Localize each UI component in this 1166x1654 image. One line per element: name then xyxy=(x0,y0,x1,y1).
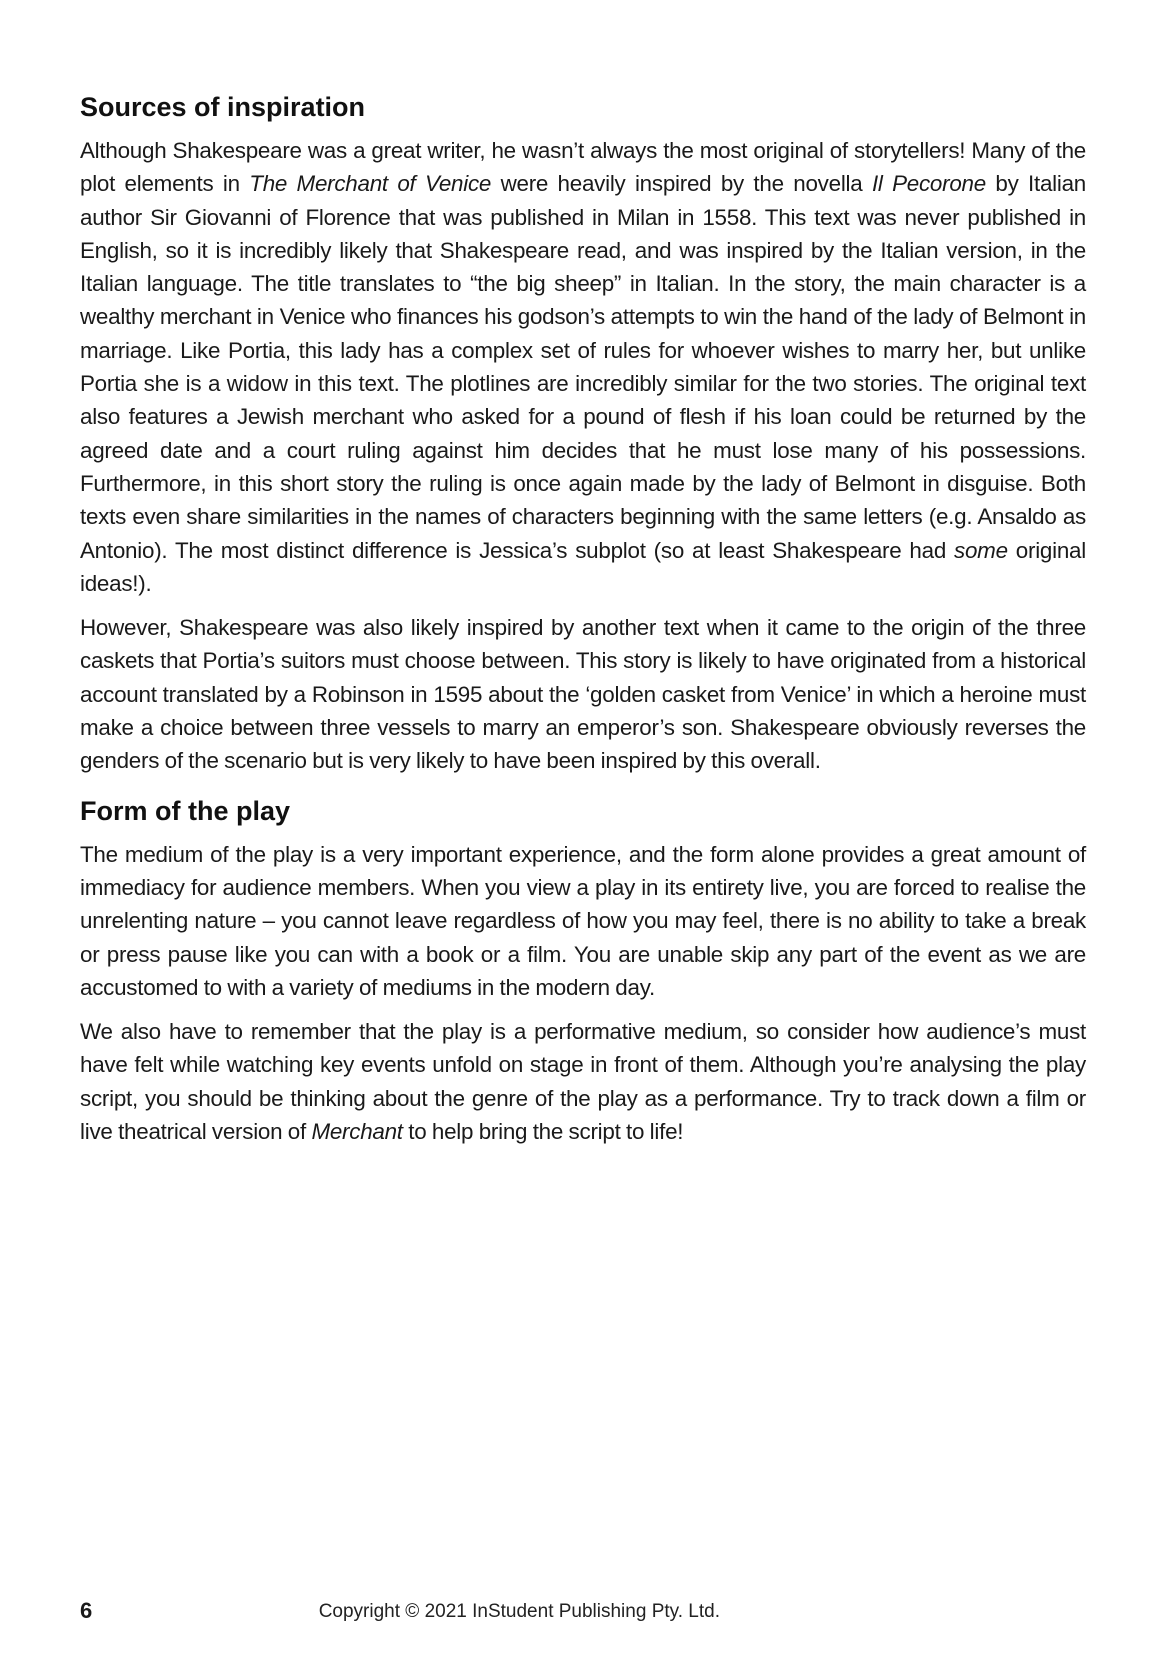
page-number: 6 xyxy=(80,1598,93,1623)
section-heading-sources: Sources of inspiration xyxy=(80,92,366,122)
paragraph-form-2 xyxy=(80,1015,1086,1148)
page-content xyxy=(80,90,1086,1159)
page-footer xyxy=(80,1596,1086,1626)
section-heading-form: Form of the play xyxy=(80,795,291,826)
paragraph-sources-2 xyxy=(80,611,1086,777)
paragraph-text: Although Shakespeare was a great writer, he wasn’t always the most original of storytellers! Many of the plot elements in xyxy=(80,138,1086,197)
italic-title-merchant-short: Merchant xyxy=(311,1119,403,1145)
paragraph-text: by Italian author Sir Giovanni of Florence that was published in Milan in 1558. This text was never published in English, so it is incredibly likely that Shakespeare read, and was inspired by the Italian version, in the Italian language. The title translates to “the big sheep” in Italian. In the story, the main character is a wealthy merchant in Venice who finances his godson’s attempts to win the hand of the lady of Belmont in marriage. Like Portia, this lady has a complex set of rules for whoever wishes to marry her, but unlike Portia she is a widow in this text. The plotlines are incredibly similar for the two stories. The original text also features a Jewish merchant who asked for a pound of flesh if his loan could be returned by the agreed date and a court ruling against him decides that he must lose many of his possessions. Furthermore, in this short story the ruling is once again made by the lady of Belmont in disguise. Both texts even share similarities in the names of characters beginning with the same letters (e.g. Ansaldo as Antonio). The most distinct difference is Jessica’s subplot (so at least Shakespeare had xyxy=(80,171,1087,563)
paragraph-text: The medium of the play is a very important experience, and the form alone provides a great amount of immediacy for audience members. When you view a play in its entirety live, you are forced to realise the unrelenting nature – you cannot leave regardless of how you may feel, there is no ability to take a break or press pause like you can with a book or a film. You are unable skip any part of the event as we are accustomed to with a variety of mediums in the modern day. xyxy=(80,841,1086,1000)
paragraph-text: original ideas!). xyxy=(80,537,1086,596)
paragraph-text: We also have to remember that the play is a performative medium, so consider how audience’s must have felt while watching key events unfold on stage in front of them. Although you’re analysing the play script, you should be thinking about the genre of the play as a performance. Try to track down a film or live theatrical version of xyxy=(80,1019,1086,1145)
paragraph-sources-1 xyxy=(80,134,1086,600)
italic-title-pecorone: Il Pecorone xyxy=(871,171,986,197)
paragraph-text: were heavily inspired by the novella xyxy=(491,171,872,197)
italic-emphasis: some xyxy=(954,537,1008,563)
paragraph-text: However, Shakespeare was also likely inspired by another text when it came to the origin of the three caskets that Portia’s suitors must choose between. This story is likely to have originated from a historical account translated by a Robinson in 1595 about the ‘golden casket from Venice’ in which a heroine must make a choice between three vessels to marry an emperor’s son. Shakespeare obviously reverses the genders of the scenario but is very likely to have been inspired by this overall. xyxy=(80,615,1086,774)
paragraph-text: to help bring the script to life! xyxy=(402,1119,684,1145)
italic-title-merchant: The Merchant of Venice xyxy=(249,171,492,197)
copyright-notice: Copyright © 2021 InStudent Publishing Pty. Ltd. xyxy=(318,1601,720,1622)
paragraph-form-1 xyxy=(80,838,1086,1004)
